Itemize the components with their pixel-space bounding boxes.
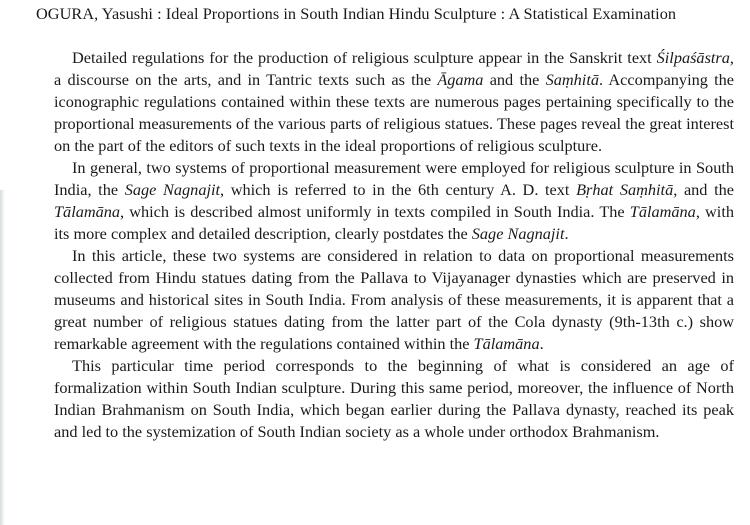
- paragraph-1: [54, 47, 734, 157]
- author-name: OGURA, Yasushi: [36, 4, 153, 23]
- italic-term: Āgama: [437, 70, 484, 89]
- text-run: . Accompanying the iconographic regulations contained within these texts are numerous pages pertaining specifically to the proportional measurements of the various parts of religious statues. These pages reveal the great interest on the part of the editors of such texts in the ideal proportions of religious sculpture.: [54, 70, 735, 155]
- italic-term: Saṃhitā: [545, 70, 599, 89]
- italic-term: Sage Nagnajit: [471, 224, 565, 243]
- paragraph-3: [54, 245, 734, 355]
- italic-term: Bṛhat Saṃhitā: [576, 180, 674, 199]
- text-run: , and the: [673, 180, 734, 199]
- article-header: [36, 3, 750, 25]
- abstract-body: [54, 47, 734, 443]
- page-edge-shadow: [0, 190, 5, 525]
- paragraph-4: [54, 355, 734, 443]
- text-run: , a discourse on the arts, and in Tantric texts such as the: [54, 48, 734, 89]
- article-title: Ideal Proportions in South Indian Hindu Sculpture : A Statistical Examination: [165, 4, 677, 23]
- header-separator: :: [152, 4, 166, 23]
- text-run: , which is described almost uniformly in texts compiled in South India. The: [120, 202, 630, 221]
- italic-term: Sage Nagnajit: [124, 180, 221, 199]
- text-run: .: [539, 334, 544, 353]
- text-run: In general, two systems of proportional measurement were employed for religious sculpture in South India, the: [54, 158, 734, 199]
- text-run: This particular time period corresponds to the beginning of what is considered an age of formalization within South Indian sculpture. During this same period, moreover, the influence of North Indian Brahmanism on South India, which began earlier during the Pallava dynasty, reached its peak and led to the systemization of South Indian society as a whole under orthodox Brahmanism.: [54, 356, 734, 441]
- text-run: .: [564, 224, 569, 243]
- italic-term: Tālamāna: [54, 202, 121, 221]
- text-run: , which is referred to in the 6th century A. D. text: [220, 180, 577, 199]
- text-run: Detailed regulations for the production of religious sculpture appear in the Sanskrit text: [72, 48, 657, 67]
- text-run: In this article, these two systems are considered in relation to data on proportional measurements collected from Hindu statues dating from the Pallava to Vijayanager dynasties which are preserved in museums and historical sites in South India. From analysis of these measurements, it is apparent that a great number of religious statues dating from the latter part of the Cola dynasty (9th-13th c.) show remarkable agreement with the regulations contained within the: [54, 246, 734, 353]
- paragraph-2: [54, 157, 734, 245]
- text-run: , with its more complex and detailed description, clearly postdates the: [54, 202, 734, 243]
- text-run: and the: [483, 70, 546, 89]
- italic-term: Śilpaśāstra: [656, 48, 730, 67]
- italic-term: Tālamāna: [629, 202, 696, 221]
- italic-term: Tālamāna: [473, 334, 540, 353]
